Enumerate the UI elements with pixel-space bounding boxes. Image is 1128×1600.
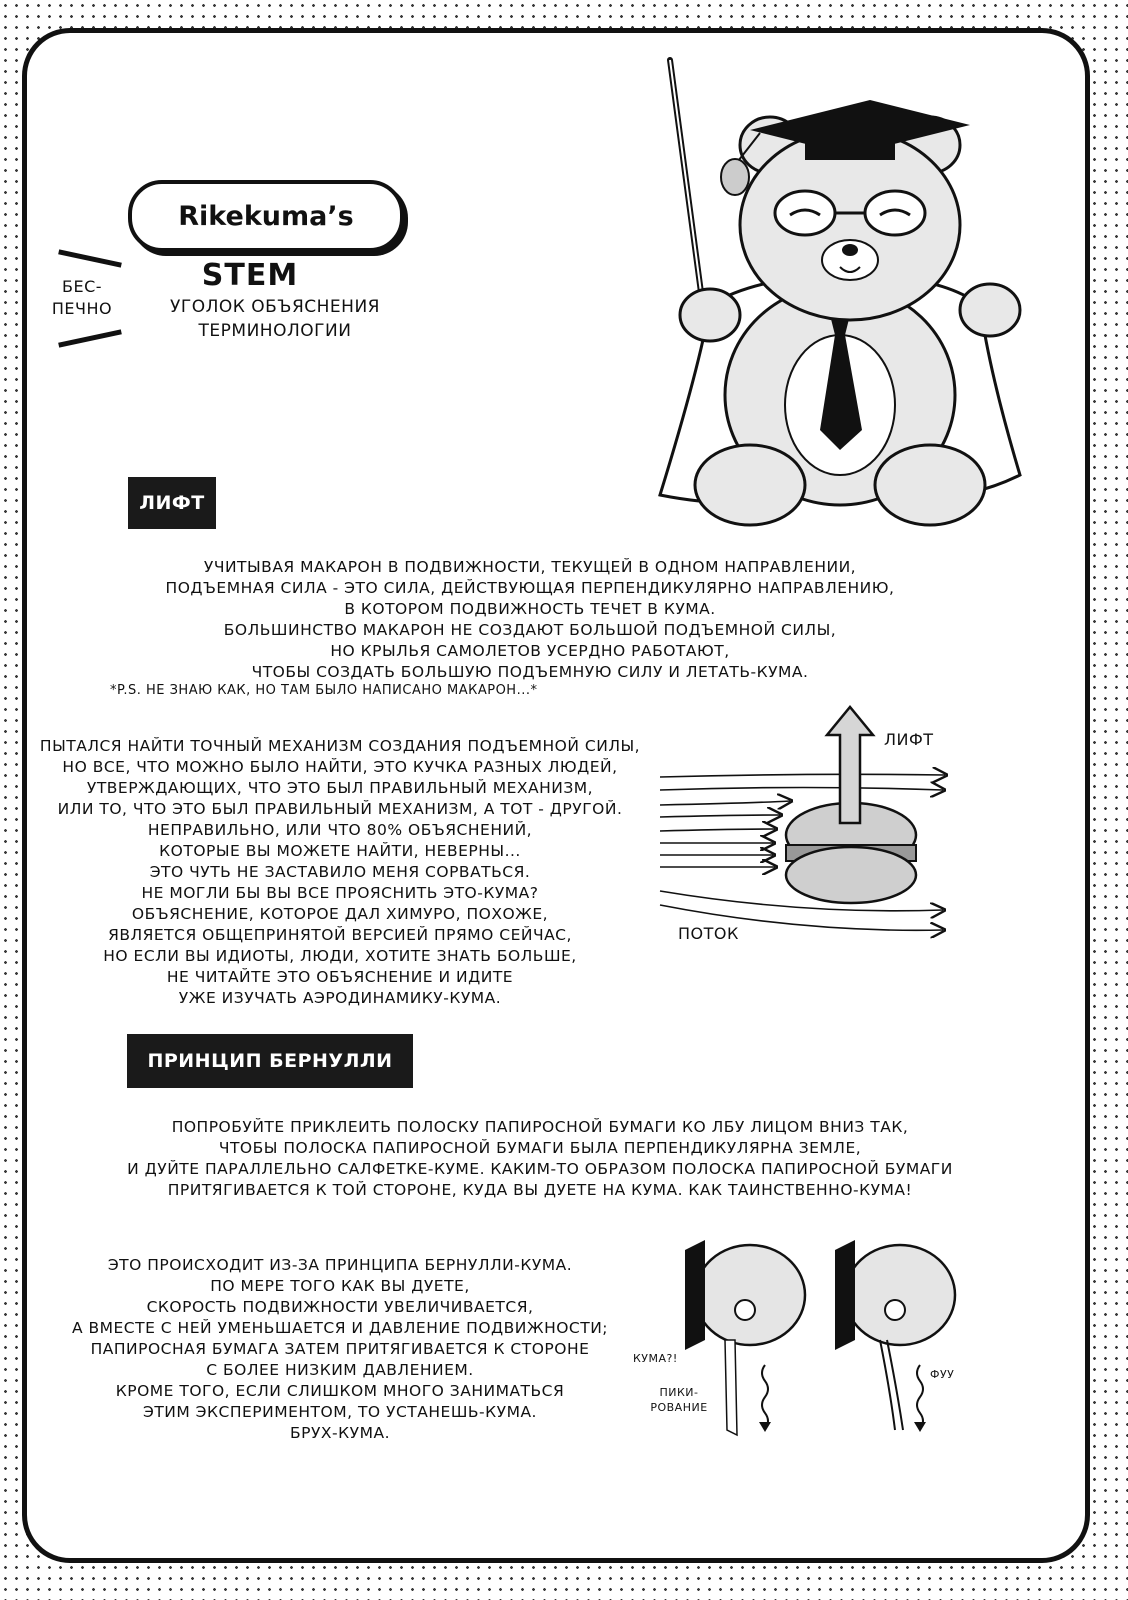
sfx-diving-line: ПИКИ- — [659, 1386, 699, 1399]
translator-note: *P.S. НЕ ЗНАЮ КАК, НО ТАМ БЫЛО НАПИСАНО МАКАРОН...* — [110, 683, 538, 698]
text-line: С БОЛЕЕ НИЗКИМ ДАВЛЕНИЕМ. — [206, 1361, 474, 1379]
sfx-diving-line: РОВАНИЕ — [650, 1401, 708, 1414]
subtitle-line: ТЕРМИНОЛОГИИ — [198, 321, 352, 341]
bear-professor-illustration — [640, 45, 1040, 535]
text-line: ЭТО ПРОИСХОДИТ ИЗ-ЗА ПРИНЦИПА БЕРНУЛЛИ-КУМА. — [107, 1256, 573, 1274]
bernoulli-explanation-paragraph — [40, 1255, 640, 1444]
bernoulli-experiment-paragraph — [100, 1117, 980, 1201]
text-line: ПАПИРОСНАЯ БУМАГА ЗАТЕМ ПРИТЯГИВАЕТСЯ К СТОРОНЕ — [90, 1340, 590, 1358]
text-line: НО ЕСЛИ ВЫ ИДИОТЫ, ЛЮДИ, ХОТИТЕ ЗНАТЬ БОЛЬШЕ, — [103, 947, 577, 965]
sfx-diving — [644, 1385, 714, 1415]
lift-explanation-paragraph — [30, 736, 650, 1009]
free-badge — [40, 276, 124, 320]
text-line: ПОДЪЕМНАЯ СИЛА - ЭТО СИЛА, ДЕЙСТВУЮЩАЯ ПЕРПЕНДИКУЛЯРНО НАПРАВЛЕНИЮ, — [165, 579, 895, 597]
text-line: ИЛИ ТО, ЧТО ЭТО БЫЛ ПРАВИЛЬНЫЙ МЕХАНИЗМ, А ТОТ - ДРУГОЙ. — [57, 800, 623, 818]
free-badge-line: ПЕЧНО — [51, 299, 113, 318]
text-line: И ДУЙТЕ ПАРАЛЛЕЛЬНО САЛФЕТКЕ-КУМЕ. КАКИМ-ТО ОБРАЗОМ ПОЛОСКА ПАПИРОСНОЙ БУМАГИ — [127, 1160, 953, 1178]
text-line: НЕПРАВИЛЬНО, ИЛИ ЧТО 80% ОБЪЯСНЕНИЙ, — [147, 821, 533, 839]
text-line: ПРИТЯГИВАЕТСЯ К ТОЙ СТОРОНЕ, КУДА ВЫ ДУЕТЕ НА КУМА. КАК ТАИНСТВЕННО-КУМА! — [167, 1181, 913, 1199]
text-line: НЕ МОГЛИ БЫ ВЫ ВСЕ ПРОЯСНИТЬ ЭТО-КУМА? — [141, 884, 539, 902]
text-line: БОЛЬШИНСТВО МАКАРОН НЕ СОЗДАЮТ БОЛЬШОЙ ПОДЪЕМНОЙ СИЛЫ, — [223, 621, 837, 639]
sfx-blow: ФУУ — [930, 1368, 955, 1381]
section-heading-lift-text: ЛИФТ — [139, 492, 205, 514]
text-line: НО КРЫЛЬЯ САМОЛЕТОВ УСЕРДНО РАБОТАЮТ, — [330, 642, 730, 660]
text-line: БРУХ-КУМА. — [290, 1424, 390, 1442]
sfx-kuma: КУМА?! — [633, 1352, 678, 1365]
text-line: В КОТОРОМ ПОДВИЖНОСТЬ ТЕЧЕТ В КУМА. — [344, 600, 716, 618]
text-line: ЯВЛЯЕТСЯ ОБЩЕПРИНЯТОЙ ВЕРСИЕЙ ПРЯМО СЕЙЧАС, — [108, 926, 572, 944]
text-line: ПО МЕРЕ ТОГО КАК ВЫ ДУЕТЕ, — [210, 1277, 470, 1295]
section-heading-bernoulli — [127, 1034, 413, 1088]
text-line: СКОРОСТЬ ПОДВИЖНОСТИ УВЕЛИЧИВАЕТСЯ, — [146, 1298, 534, 1316]
diagram-flow-label: ПОТОК — [678, 924, 739, 943]
lift-definition-paragraph — [100, 557, 960, 683]
text-line: НЕ ЧИТАЙТЕ ЭТО ОБЪЯСНЕНИЕ И ИДИТЕ — [166, 968, 514, 986]
bear-blowing-illustration — [675, 1240, 965, 1440]
text-line: ЭТИМ ЭКСПЕРИМЕНТОМ, ТО УСТАНЕШЬ-КУМА. — [143, 1403, 537, 1421]
free-badge-line: БЕС- — [61, 277, 103, 296]
diagram-lift-label: ЛИФТ — [884, 730, 934, 749]
text-line: НО ВСЕ, ЧТО МОЖНО БЫЛО НАЙТИ, ЭТО КУЧКА РАЗНЫХ ЛЮДЕЙ, — [62, 758, 618, 776]
section-heading-bernoulli-text: ПРИНЦИП БЕРНУЛЛИ — [147, 1050, 393, 1072]
stem-label: STEM — [201, 258, 299, 293]
text-line: УЖЕ ИЗУЧАТЬ АЭРОДИНАМИКУ-КУМА. — [178, 989, 502, 1007]
text-line: УЧИТЫВАЯ МАКАРОН В ПОДВИЖНОСТИ, ТЕКУЩЕЙ В ОДНОМ НАПРАВЛЕНИИ, — [203, 558, 857, 576]
text-line: ЧТОБЫ ПОЛОСКА ПАПИРОСНОЙ БУМАГИ БЫЛА ПЕРПЕНДИКУЛЯРНА ЗЕМЛЕ, — [218, 1139, 862, 1157]
text-line: ПЫТАЛСЯ НАЙТИ ТОЧНЫЙ МЕХАНИЗМ СОЗДАНИЯ ПОДЪЕМНОЙ СИЛЫ, — [39, 737, 641, 755]
section-heading-lift — [128, 477, 216, 529]
text-line: ЭТО ЧУТЬ НЕ ЗАСТАВИЛО МЕНЯ СОРВАТЬСЯ. — [149, 863, 531, 881]
page-title: Rikekuma’s — [178, 200, 354, 232]
text-line: ЧТОБЫ СОЗДАТЬ БОЛЬШУЮ ПОДЪЕМНУЮ СИЛУ И ЛЕТАТЬ-КУМА. — [251, 663, 809, 681]
text-line: А ВМЕСТЕ С НЕЙ УМЕНЬШАЕТСЯ И ДАВЛЕНИЕ ПОДВИЖНОСТИ; — [71, 1319, 609, 1337]
text-line: ОБЪЯСНЕНИЕ, КОТОРОЕ ДАЛ ХИМУРО, ПОХОЖЕ, — [131, 905, 549, 923]
title-cloud — [128, 180, 404, 252]
subtitle-line: УГОЛОК ОБЪЯСНЕНИЯ — [170, 297, 380, 317]
text-line: КОТОРЫЕ ВЫ МОЖЕТЕ НАЙТИ, НЕВЕРНЫ... — [159, 842, 521, 860]
text-line: УТВЕРЖДАЮЩИХ, ЧТО ЭТО БЫЛ ПРАВИЛЬНЫЙ МЕХАНИЗМ, — [86, 779, 594, 797]
text-line: ПОПРОБУЙТЕ ПРИКЛЕИТЬ ПОЛОСКУ ПАПИРОСНОЙ БУМАГИ КО ЛБУ ЛИЦОМ ВНИЗ ТАК, — [171, 1118, 909, 1136]
text-line: КРОМЕ ТОГО, ЕСЛИ СЛИШКОМ МНОГО ЗАНИМАТЬСЯ — [115, 1382, 565, 1400]
subtitle — [140, 295, 410, 343]
